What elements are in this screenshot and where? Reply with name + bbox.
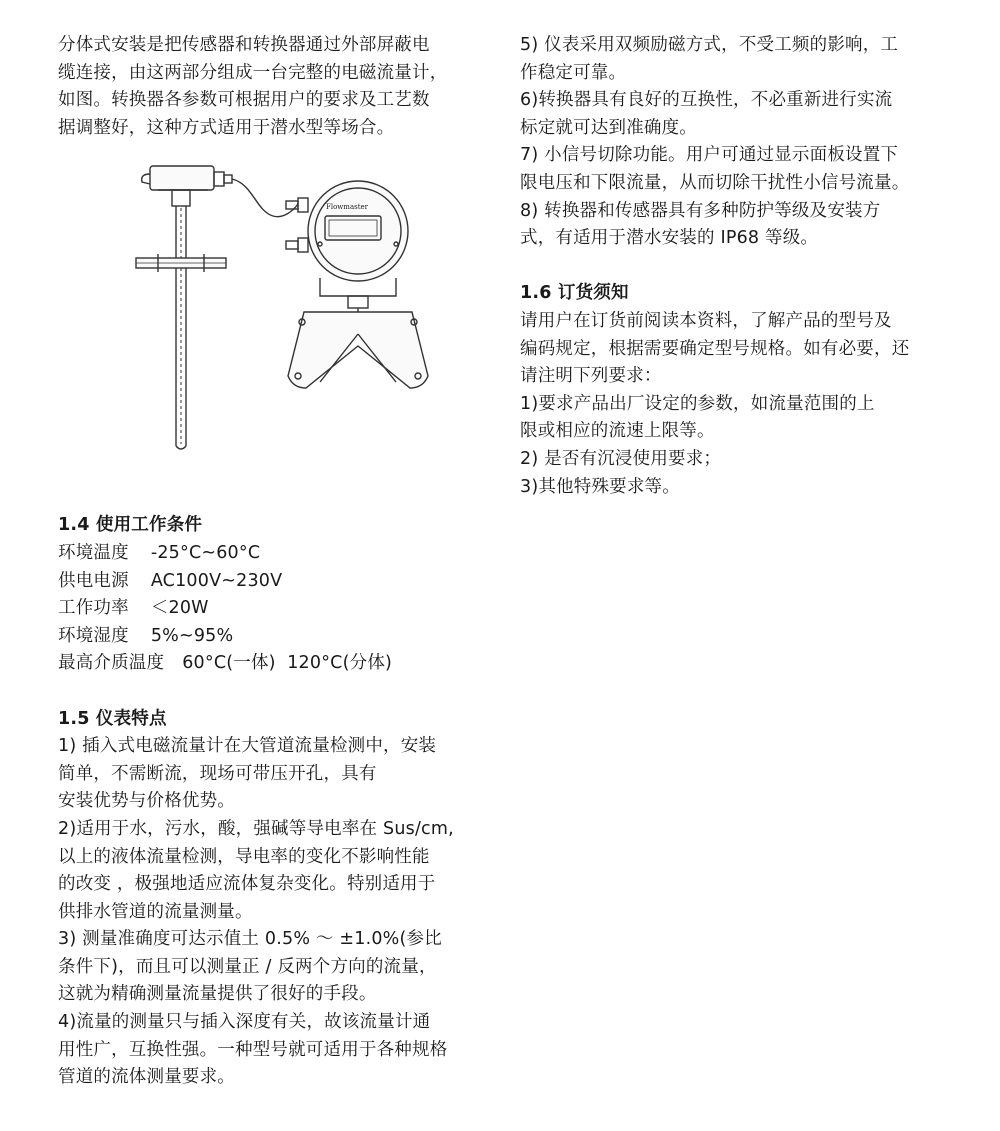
spec-row: [58, 540, 490, 568]
display-brand: Flowmaster: [326, 203, 369, 212]
feature-line: 3) 测量准确度可达示值土 0.5% ～ ±1.0%(参比: [58, 929, 442, 950]
flowmeter-illustration: [58, 156, 490, 486]
feature-line: 安装优势与价格优势。: [58, 791, 235, 812]
feature-line: 8) 转换器和传感器具有多种防护等级及安装方: [520, 200, 881, 221]
order-line: 2) 是否有沉浸使用要求；: [520, 448, 722, 469]
feature-line: 供排水管道的流量测量。: [58, 901, 253, 922]
feature-line: 5) 仪表采用双频励磁方式，不受工频的影响，工: [520, 35, 899, 55]
order-line: 3)其他特殊要求等。: [520, 476, 680, 497]
section-1-6: [520, 280, 950, 501]
feature-line: 6)转换器具有良好的互换性，不必重新进行实流: [520, 90, 893, 111]
feature-line: 7) 小信号切除功能。用户可通过显示面板设置下: [520, 145, 899, 166]
section-title: 1.6 订货须知: [520, 283, 629, 304]
feature-line: 以上的液体流量检测，导电率的变化不影响性能: [58, 846, 430, 867]
section-1-4: [58, 512, 490, 678]
spec-label: 供电电源: [58, 570, 129, 591]
feature-line: 2)适用于水，污水，酸，强碱等导电率在 Sus/cm,: [58, 818, 454, 839]
features-continued: [520, 32, 950, 253]
spec-label: 环境湿度: [58, 625, 129, 646]
shielded-cable: [232, 179, 298, 217]
spec-value: ＜20W: [150, 598, 209, 619]
feature-line: 管道的流体测量要求。: [58, 1067, 235, 1088]
spec-value: -25°C~60°C: [150, 542, 261, 563]
feature-line: 限电压和下限流量，从而切除干扰性小信号流量。: [520, 172, 910, 193]
spec-row: [58, 650, 490, 678]
right-column: [520, 32, 950, 501]
order-line: 编码规定，根据需要确定型号规格。如有必要，还: [520, 338, 910, 359]
feature-line: 这就为精确测量流量提供了很好的手段。: [58, 984, 377, 1005]
spec-label: 环境温度: [58, 542, 129, 563]
insertion-probe: [136, 190, 226, 449]
feature-line: 标定就可达到准确度。: [520, 117, 697, 138]
feature-line: 的改变 ，极强地适应流体复杂变化。特别适用于: [58, 874, 436, 895]
feature-line: 4)流量的测量只与插入深度有关，故该流量计通: [58, 1012, 431, 1033]
order-line: 1)要求产品出厂设定的参数，如流量范围的上: [520, 393, 875, 414]
order-line: 请用户在订货前阅读本资料，了解产品的型号及: [520, 310, 892, 331]
intro-line: 分体式安装是把传感器和转换器通过外部屏蔽电: [58, 35, 430, 55]
left-column: [58, 32, 490, 1092]
feature-line: 用性广，互换性强。一种型号就可适用于各种规格: [58, 1039, 448, 1060]
spec-row: [58, 595, 490, 623]
feature-line: 作稳定可靠。: [520, 62, 627, 83]
section-1-5: [58, 706, 490, 1092]
feature-line: 简单，不需断流，现场可带压开孔，具有: [58, 763, 377, 784]
section-title: 1.4 使用工作条件: [58, 515, 203, 536]
feature-line: 式，有适用于潜水安装的 IP68 等级。: [520, 228, 819, 249]
section-title: 1.5 仪表特点: [58, 708, 167, 729]
feature-line: 1) 插入式电磁流量计在大管道流量检测中，安装: [58, 736, 437, 757]
order-line: 请注明下列要求：: [520, 366, 662, 387]
intro-line: 如图。转换器各参数可根据用户的要求及工艺数: [58, 90, 430, 111]
spec-row: [58, 568, 490, 596]
intro-paragraph: [58, 32, 490, 142]
intro-line: 缆连接，由这两部分组成一台完整的电磁流量计，: [58, 62, 448, 83]
order-line: 限或相应的流速上限等。: [520, 421, 715, 442]
sensor-head: [142, 166, 232, 190]
spec-value: 60°C(一体) 120°C(分体): [182, 653, 393, 674]
spec-label: 工作功率: [58, 598, 129, 619]
intro-line: 据调整好，这种方式适用于潜水型等场合。: [58, 117, 395, 138]
spec-value: AC100V~230V: [150, 570, 283, 591]
spec-label: 最高介质温度: [58, 653, 165, 674]
feature-line: 条件下)，而且可以测量正 / 反两个方向的流量，: [58, 956, 437, 977]
mounting-bracket: [288, 312, 428, 388]
spec-row: [58, 623, 490, 651]
spec-value: 5%~95%: [150, 625, 234, 646]
